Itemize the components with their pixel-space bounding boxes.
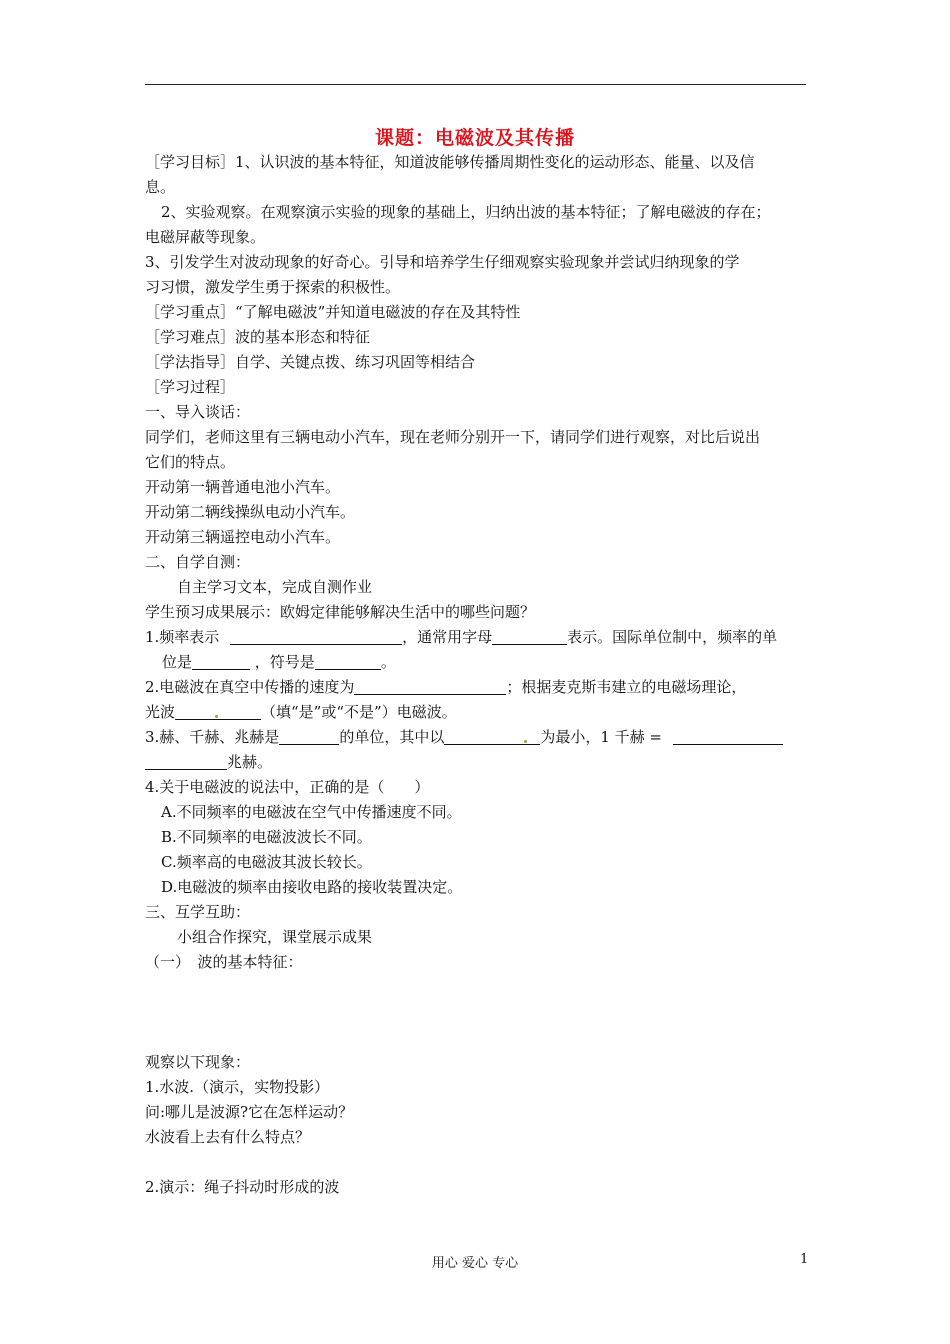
paragraph-line: 1.水波.（演示，实物投影） bbox=[145, 1078, 330, 1096]
question-3-line bbox=[145, 750, 809, 775]
paragraph-line: 观察以下现象： bbox=[145, 1053, 251, 1071]
answer-blank[interactable] bbox=[315, 653, 381, 670]
answer-blank[interactable] bbox=[444, 728, 540, 745]
difficulty-line: ［学习难点］波的基本形态和特征 bbox=[145, 328, 371, 346]
option-a: A.不同频率的电磁波在空气中传播速度不同。 bbox=[161, 803, 462, 821]
question-text: 2.电磁波在真空中传播的速度为 bbox=[145, 678, 355, 696]
paragraph-line: 自主学习文本，完成自测作业 bbox=[177, 578, 373, 596]
section-heading: 一、导入谈话： bbox=[145, 403, 251, 421]
header-rule bbox=[145, 84, 806, 85]
answer-blank[interactable] bbox=[279, 728, 339, 745]
blank-space bbox=[145, 1150, 809, 1175]
process-heading: ［学习过程］ bbox=[145, 378, 236, 396]
paragraph-line: 开动第一辆普通电池小汽车。 bbox=[145, 478, 341, 496]
goal-line: 2、实验观察。在观察演示实验的现象的基础上，归纳出波的基本特征；了解电磁波的存在； bbox=[161, 203, 771, 221]
answer-blank[interactable] bbox=[673, 728, 783, 745]
answer-blank[interactable] bbox=[492, 628, 567, 645]
section-heading: 二、自学自测： bbox=[145, 553, 251, 571]
ink-dot bbox=[215, 715, 218, 718]
goal-line: 习习惯，激发学生勇于探索的积极性。 bbox=[145, 278, 401, 296]
goal-line: ［学习目标］1、认识波的基本特征，知道波能够传播周期性变化的运动形态、能量、以及信 bbox=[145, 153, 755, 171]
subsection-heading: （一） 波的基本特征： bbox=[145, 953, 303, 971]
question-1-line bbox=[145, 625, 809, 650]
question-text: 3.赫、千赫、兆赫是 bbox=[145, 728, 280, 746]
goal-line: 电磁屏蔽等现象。 bbox=[145, 228, 266, 246]
blank-space bbox=[145, 975, 809, 1050]
question-3-line bbox=[145, 725, 809, 750]
question-text: 位是 bbox=[162, 653, 193, 671]
paragraph-line: 开动第二辆线操纵电动小汽车。 bbox=[145, 503, 356, 521]
question-text: 光波 bbox=[145, 703, 176, 721]
answer-blank[interactable] bbox=[145, 753, 227, 770]
footer-motto: 用心 爱心 专心 bbox=[431, 1256, 519, 1271]
question-text: 表示。国际单位制中，频率的单 bbox=[567, 628, 778, 646]
question-text: ；根据麦克斯韦建立的电磁场理论， bbox=[506, 678, 747, 696]
question-text: ，符号是 bbox=[254, 653, 315, 671]
page-number: 1 bbox=[800, 1252, 809, 1267]
question-text: ，通常用字母 bbox=[402, 628, 493, 646]
document-body bbox=[145, 150, 809, 1200]
section-heading: 三、互学互助： bbox=[145, 903, 251, 921]
question-4-line: 4.关于电磁波的说法中，正确的是（ ） bbox=[145, 778, 430, 796]
ink-dot bbox=[524, 740, 527, 743]
option-c: C.频率高的电磁波其波长较长。 bbox=[161, 853, 372, 871]
option-d: D.电磁波的频率由接收电路的接收装置决定。 bbox=[161, 878, 463, 896]
question-2-line bbox=[145, 700, 809, 725]
paragraph-line: 水波看上去有什么特点？ bbox=[145, 1128, 311, 1146]
paragraph-line: 开动第三辆遥控电动小汽车。 bbox=[145, 528, 341, 546]
paragraph-line: 问:哪儿是波源?它在怎样运动？ bbox=[145, 1103, 354, 1121]
paragraph-line: 小组合作探究，课堂展示成果 bbox=[177, 928, 373, 946]
question-text: 1.频率表示 bbox=[145, 628, 220, 646]
question-text: 的单位，其中以 bbox=[339, 728, 445, 746]
option-b: B.不同频率的电磁波波长不同。 bbox=[161, 828, 372, 846]
answer-blank[interactable] bbox=[230, 628, 402, 645]
question-text: （填“是”或“不是”）电磁波。 bbox=[261, 703, 457, 721]
question-text: 。 bbox=[380, 653, 396, 671]
goal-line: 3、引发学生对波动现象的好奇心。引导和培养学生仔细观察实验现象并尝试归纳现象的学 bbox=[145, 253, 740, 271]
goal-line: 息。 bbox=[145, 178, 176, 196]
paragraph-line: 学生预习成果展示：欧姆定律能够解决生活中的哪些问题？ bbox=[145, 603, 536, 621]
question-1-line bbox=[145, 650, 809, 675]
answer-blank[interactable] bbox=[175, 703, 261, 720]
answer-blank[interactable] bbox=[192, 653, 250, 670]
method-line: ［学法指导］自学、关键点拨、练习巩固等相结合 bbox=[145, 353, 476, 371]
paragraph-line: 同学们，老师这里有三辆电动小汽车，现在老师分别开一下，请同学们进行观察，对比后说出 bbox=[145, 428, 761, 446]
paragraph-line: 它们的特点。 bbox=[145, 453, 236, 471]
paragraph-line: 2.演示：绳子抖动时形成的波 bbox=[145, 1178, 340, 1196]
question-2-line bbox=[145, 675, 809, 700]
answer-blank[interactable] bbox=[354, 678, 506, 695]
question-text: 为最小，1 千赫 = bbox=[540, 728, 662, 746]
page-title: 课题：电磁波及其传播 bbox=[374, 127, 575, 149]
question-text: 兆赫。 bbox=[227, 753, 273, 771]
key-point-line: ［学习重点］“了解电磁波”并知道电磁波的存在及其特性 bbox=[145, 303, 521, 321]
